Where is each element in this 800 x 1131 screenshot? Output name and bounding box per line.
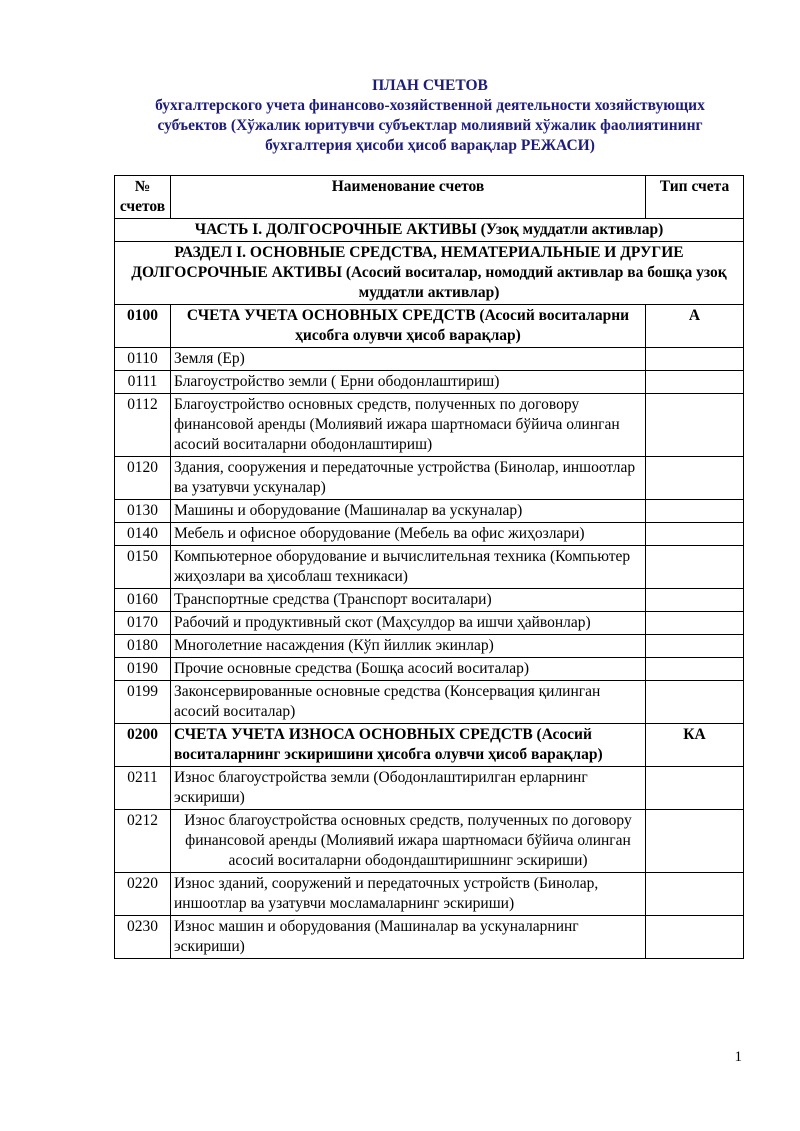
account-code: 0160 bbox=[115, 589, 171, 612]
table-row bbox=[115, 457, 744, 500]
account-type bbox=[646, 523, 744, 546]
account-name: Законсервированные основные средства (Консервация қилинган асосий воситалар) bbox=[171, 681, 646, 724]
column-header-type: Тип счета bbox=[646, 176, 744, 219]
table-row bbox=[115, 916, 744, 959]
document-title: ПЛАН СЧЕТОВ bbox=[372, 77, 488, 94]
account-type: А bbox=[646, 305, 744, 348]
account-name: СЧЕТА УЧЕТА ИЗНОСА ОСНОВНЫХ СРЕДСТВ (Асосий воситаларнинг эскиришини ҳисобга олувчи ҳисоб варақлар) bbox=[171, 724, 646, 767]
account-name: Износ благоустройства земли (Ободонлаштирилган ерларнинг эскириши) bbox=[171, 767, 646, 810]
table-row bbox=[115, 612, 744, 635]
section-title-row bbox=[115, 242, 744, 305]
account-code: 0199 bbox=[115, 681, 171, 724]
account-type bbox=[646, 873, 744, 916]
account-code: 0180 bbox=[115, 635, 171, 658]
account-name: Транспортные средства (Транспорт воситалари) bbox=[171, 589, 646, 612]
account-name: Машины и оборудование (Машиналар ва ускуналар) bbox=[171, 500, 646, 523]
table-row bbox=[115, 767, 744, 810]
column-header-name: Наименование счетов bbox=[171, 176, 646, 219]
account-name: Земля (Ер) bbox=[171, 348, 646, 371]
document-subtitle-line-3: бухгалтерия ҳисоби ҳисоб варақлар РЕЖАСИ) bbox=[265, 137, 595, 154]
account-name: Износ машин и оборудования (Машиналар ва ускуналарнинг эскириши) bbox=[171, 916, 646, 959]
chart-of-accounts-table bbox=[114, 175, 744, 959]
account-type bbox=[646, 371, 744, 394]
table-row bbox=[115, 635, 744, 658]
account-code: 0230 bbox=[115, 916, 171, 959]
table-row bbox=[115, 658, 744, 681]
account-code: 0120 bbox=[115, 457, 171, 500]
column-header-number: № счетов bbox=[115, 176, 171, 219]
table-row bbox=[115, 589, 744, 612]
account-type bbox=[646, 612, 744, 635]
account-name: Компьютерное оборудование и вычислительная техника (Компьютер жиҳозлари ва ҳисоблаш техникаси) bbox=[171, 546, 646, 589]
account-type: КА bbox=[646, 724, 744, 767]
account-type bbox=[646, 810, 744, 873]
account-name: Благоустройство основных средств, полученных по договору финансовой аренды (Молиявий ижара шартномаси бўйича олинган асосий воситаларни ободонлаштириш) bbox=[171, 394, 646, 457]
account-code: 0130 bbox=[115, 500, 171, 523]
table-row bbox=[115, 523, 744, 546]
account-code: 0100 bbox=[115, 305, 171, 348]
account-type bbox=[646, 457, 744, 500]
table-row bbox=[115, 305, 744, 348]
document-header bbox=[95, 76, 765, 156]
document-subtitle-line-2: субъектов (Хўжалик юритувчи субъектлар молиявий хўжалик фаолиятининг bbox=[157, 117, 703, 134]
account-code: 0220 bbox=[115, 873, 171, 916]
account-name: Благоустройство земли ( Ерни ободонлаштириш) bbox=[171, 371, 646, 394]
document-subtitle-line-1: бухгалтерского учета финансово-хозяйственной деятельности хозяйствующих bbox=[155, 97, 705, 114]
account-type bbox=[646, 394, 744, 457]
account-type bbox=[646, 916, 744, 959]
table-row bbox=[115, 810, 744, 873]
account-type bbox=[646, 658, 744, 681]
account-name: Многолетние насаждения (Кўп йиллик экинлар) bbox=[171, 635, 646, 658]
account-code: 0211 bbox=[115, 767, 171, 810]
account-code: 0190 bbox=[115, 658, 171, 681]
account-type bbox=[646, 635, 744, 658]
account-code: 0110 bbox=[115, 348, 171, 371]
table-body bbox=[115, 219, 744, 959]
part-title-row bbox=[115, 219, 744, 242]
table-row bbox=[115, 394, 744, 457]
account-name: Здания, сооружения и передаточные устройства (Бинолар, иншоотлар ва узатувчи ускуналар) bbox=[171, 457, 646, 500]
part-title: ЧАСТЬ I. ДОЛГОСРОЧНЫЕ АКТИВЫ (Узоқ муддатли активлар) bbox=[115, 219, 744, 242]
account-code: 0111 bbox=[115, 371, 171, 394]
table-row bbox=[115, 371, 744, 394]
table-row bbox=[115, 348, 744, 371]
section-title: РАЗДЕЛ I. ОСНОВНЫЕ СРЕДСТВА, НЕМАТЕРИАЛЬНЫЕ И ДРУГИЕ ДОЛГОСРОЧНЫЕ АКТИВЫ (Асосий воситалар, номоддий активлар ва бошқа узоқ муддатли активлар) bbox=[115, 242, 744, 305]
table-row bbox=[115, 873, 744, 916]
table-row bbox=[115, 681, 744, 724]
account-name: Износ благоустройства основных средств, полученных по договору финансовой аренды (Молиявий ижара шартномаси бўйича олинган асосий воситаларни ободондаштиришнинг эскириши) bbox=[171, 810, 646, 873]
account-code: 0200 bbox=[115, 724, 171, 767]
table-row bbox=[115, 724, 744, 767]
account-name: Рабочий и продуктивный скот (Маҳсулдор ва ишчи ҳайвонлар) bbox=[171, 612, 646, 635]
account-name: СЧЕТА УЧЕТА ОСНОВНЫХ СРЕДСТВ (Асосий воситаларни ҳисобга олувчи ҳисоб варақлар) bbox=[171, 305, 646, 348]
page-number: 1 bbox=[734, 1049, 742, 1065]
table-row bbox=[115, 546, 744, 589]
account-name: Мебель и офисное оборудование (Мебель ва офис жиҳозлари) bbox=[171, 523, 646, 546]
table-header-row bbox=[115, 176, 744, 219]
account-type bbox=[646, 589, 744, 612]
table-row bbox=[115, 500, 744, 523]
account-code: 0170 bbox=[115, 612, 171, 635]
account-name: Прочие основные средства (Бошқа асосий воситалар) bbox=[171, 658, 646, 681]
account-code: 0212 bbox=[115, 810, 171, 873]
account-type bbox=[646, 500, 744, 523]
account-name: Износ зданий, сооружений и передаточных устройств (Бинолар, иншоотлар ва узатувчи мосламаларнинг эскириши) bbox=[171, 873, 646, 916]
account-code: 0112 bbox=[115, 394, 171, 457]
account-code: 0150 bbox=[115, 546, 171, 589]
account-type bbox=[646, 681, 744, 724]
account-code: 0140 bbox=[115, 523, 171, 546]
account-type bbox=[646, 348, 744, 371]
account-type bbox=[646, 546, 744, 589]
account-type bbox=[646, 767, 744, 810]
